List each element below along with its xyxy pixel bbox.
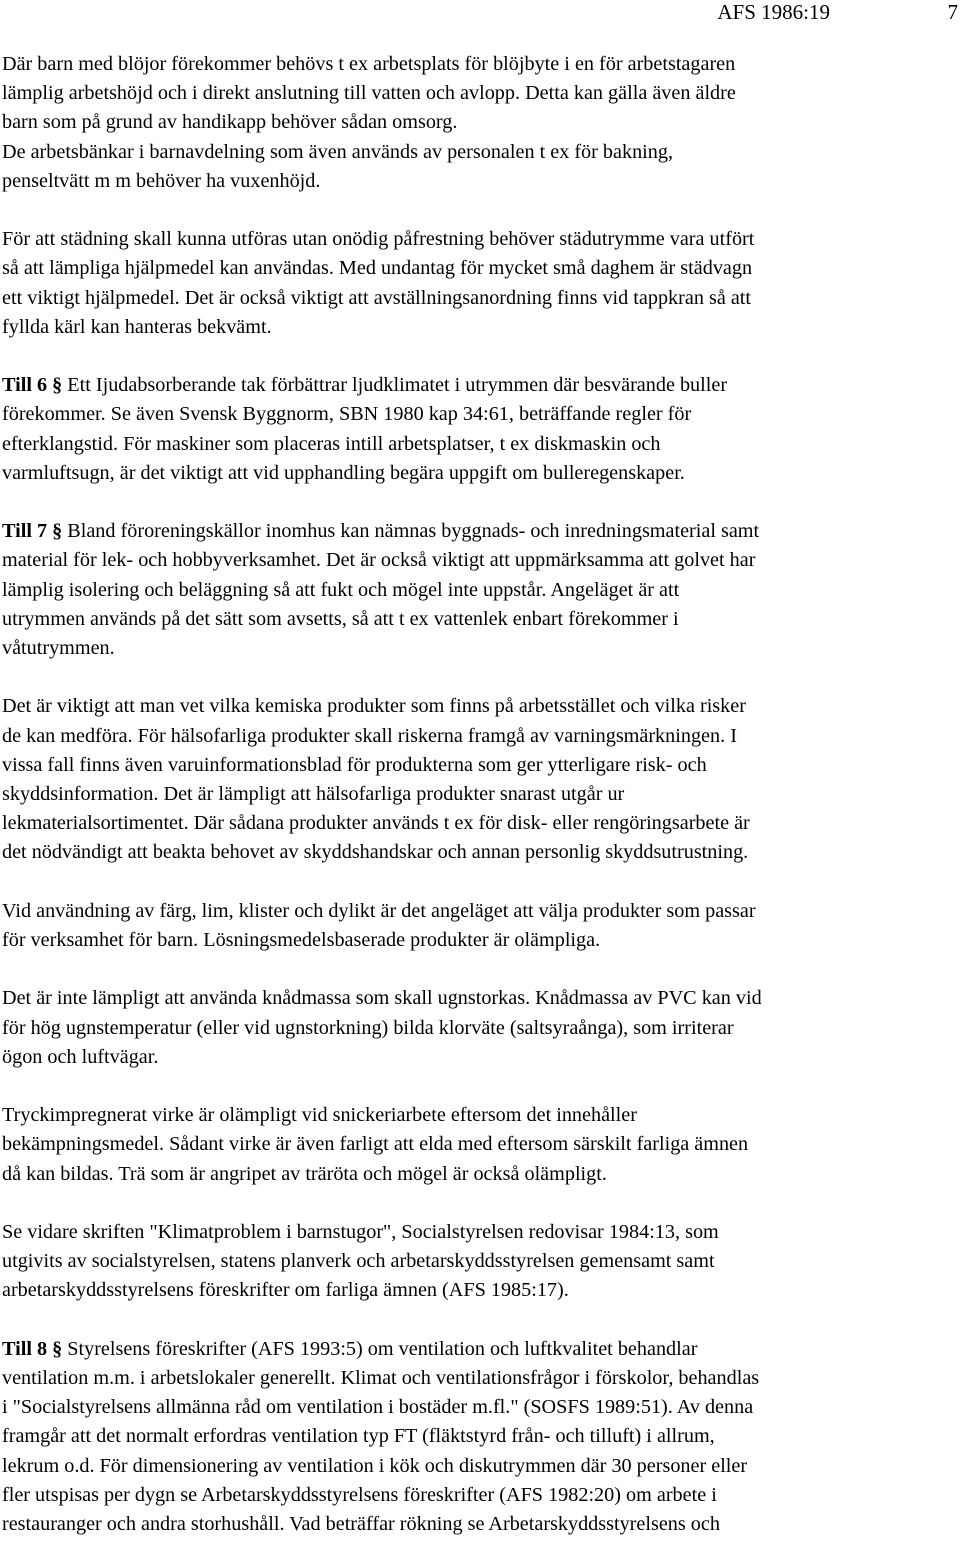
paragraph-line: ögon och luftvägar. — [2, 1045, 159, 1068]
paragraph — [2, 1101, 957, 1189]
paragraph-line: Vid användning av färg, lim, klister och dylikt är det angeläget att välja produkter som passar — [2, 899, 756, 922]
paragraph-line: för hög ugnstemperatur (eller vid ugnstorkning) bilda klorväte (saltsyraånga), som irriterar — [2, 1016, 734, 1039]
paragraph-line: De arbetsbänkar i barnavdelning som även används av personalen t ex för bakning, — [2, 140, 674, 163]
paragraph-line: det nödvändigt att beakta behovet av skyddshandskar och annan personlig skyddsutrustning. — [2, 841, 749, 864]
paragraph-line — [2, 517, 957, 546]
paragraph — [2, 517, 957, 663]
paragraph-line: barn som på grund av handikapp behöver sådan omsorg. — [2, 111, 458, 134]
paragraph — [2, 692, 957, 867]
paragraph-line: förekommer. Se även Svensk Byggnorm, SBN 1980 kap 34:61, beträffande regler för — [2, 403, 692, 426]
paragraph-line: bekämpningsmedel. Sådant virke är även farligt att elda med eftersom särskilt farliga ämnen — [2, 1133, 749, 1156]
document-reference: AFS 1986:19 — [717, 0, 830, 24]
section-label: Till 7 § — [2, 520, 63, 543]
paragraph-line: varmluftsugn, är det viktigt att vid upphandling begära uppgift om bulleregenskaper. — [2, 461, 685, 484]
paragraph-line: penseltvätt m m behöver ha vuxenhöjd. — [2, 169, 321, 192]
paragraph — [2, 50, 957, 196]
paragraph-line: då kan bildas. Trä som är angripet av träröta och mögel är också olämpligt. — [2, 1162, 607, 1185]
paragraph-line: lämplig isolering och beläggning så att fukt och mögel inte uppstår. Angeläget är att — [2, 578, 680, 601]
paragraph-line: Det är inte lämpligt att använda knådmassa som skall ugnstorkas. Knådmassa av PVC kan vid — [2, 987, 762, 1010]
paragraph-line: Se vidare skriften "Klimatproblem i barnstugor", Socialstyrelsen redovisar 1984:13, som — [2, 1221, 719, 1243]
paragraph-line: i "Socialstyrelsens allmänna råd om ventilation i bostäder m.fl." (SOSFS 1989:51). Av denna — [2, 1396, 754, 1419]
paragraph-line: lekmaterialsortimentet. Där sådana produkter används t ex för disk- eller rengöringsarbete är — [2, 812, 750, 835]
paragraph — [2, 1218, 957, 1306]
section-label: Till 6 § — [2, 374, 63, 397]
paragraph — [2, 225, 957, 342]
paragraph-line: utgivits av socialstyrelsen, statens planverk och arbetarskyddsstyrelsen gemensamt samt — [2, 1250, 715, 1273]
paragraph-line: ventilation m.m. i arbetslokaler generellt. Klimat och ventilationsfrågor i förskolor, behandlas — [2, 1367, 760, 1389]
paragraph-line — [2, 371, 957, 400]
paragraph — [2, 897, 957, 955]
document-body — [2, 50, 957, 1568]
paragraph-line: För att städning skall kunna utföras utan onödig påfrestning behöver städutrymme vara utfört — [2, 228, 755, 251]
paragraph-line: arbetarskyddsstyrelsens föreskrifter om farliga ämnen (AFS 1985:17). — [2, 1279, 569, 1302]
paragraph-line: efterklangstid. För maskiner som placeras intill arbetsplatser, t ex diskmaskin och — [2, 432, 661, 455]
paragraph — [2, 984, 957, 1072]
paragraph-line: vissa fall finns även varuinformationsblad för produkterna som ger ytterligare risk- och — [2, 753, 707, 776]
paragraph-line: Tryckimpregnerat virke är olämpligt vid snickeriarbete eftersom det innehåller — [2, 1104, 637, 1127]
paragraph-line: så att lämpliga hjälpmedel kan användas. Med undantag för mycket små daghem är städvagn — [2, 257, 753, 280]
paragraph-line: de kan medföra. För hälsofarliga produkter skall riskerna framgå av varningsmärkningen. I — [2, 724, 737, 747]
paragraph-line: utrymmen används på det sätt som avsetts, så att t ex vattenlek enbart förekommer i — [2, 607, 679, 630]
paragraph — [2, 371, 957, 488]
paragraph-line: lekrum o.d. För dimensionering av ventilation i kök och diskutrymmen där 30 personer eller — [2, 1454, 748, 1477]
paragraph — [2, 1335, 957, 1539]
paragraph-line: restauranger och andra storhushåll. Vad beträffar rökning se Arbetarskyddsstyrelsens och — [2, 1513, 720, 1536]
section-text: Styrelsens föreskrifter (AFS 1993:5) om ventilation och luftkvalitet behandlar — [62, 1337, 698, 1360]
page-number: 7 — [947, 0, 958, 24]
paragraph-line: lämplig arbetshöjd och i direkt anslutning till vatten och avlopp. Detta kan gälla även äldre — [2, 82, 736, 105]
section-label: Till 8 § — [2, 1337, 63, 1360]
paragraph-line: Det är viktigt att man vet vilka kemiska produkter som finns på arbetsstället och vilka risker — [2, 695, 746, 718]
paragraph-line: ett viktigt hjälpmedel. Det är också viktigt att avställningsanordning finns vid tappkran så att — [2, 286, 752, 309]
paragraph-line: Där barn med blöjor förekommer behövs t ex arbetsplats för blöjbyte i en för arbetstagaren — [2, 53, 736, 75]
paragraph-line: fler utspisas per dygn se Arbetarskyddsstyrelsens föreskrifter (AFS 1982:20) om arbete i — [2, 1483, 717, 1506]
paragraph-line: fyllda kärl kan hanteras bekvämt. — [2, 315, 272, 338]
paragraph-line: våtutrymmen. — [2, 637, 115, 660]
paragraph-line — [2, 1335, 957, 1364]
section-text: Bland föroreningskällor inomhus kan nämnas byggnads- och inredningsmaterial samt — [62, 520, 760, 543]
paragraph-line: skyddsinformation. Det är lämpligt att hälsofarliga produkter snarast utgår ur — [2, 783, 625, 806]
page-header — [0, 0, 960, 24]
paragraph-line: material för lek- och hobbyverksamhet. Det är också viktigt att uppmärksamma att golvet har — [2, 549, 756, 572]
paragraph-line: för verksamhet för barn. Lösningsmedelsbaserade produkter är olämpliga. — [2, 929, 601, 952]
section-text: Ett Ijudabsorberande tak förbättrar ljudklimatet i utrymmen där besvärande buller — [62, 374, 728, 397]
paragraph-line: framgår att det normalt erfordras ventilation typ FT (fläktstyrd från- och tilluft) i allrum, — [2, 1425, 715, 1448]
